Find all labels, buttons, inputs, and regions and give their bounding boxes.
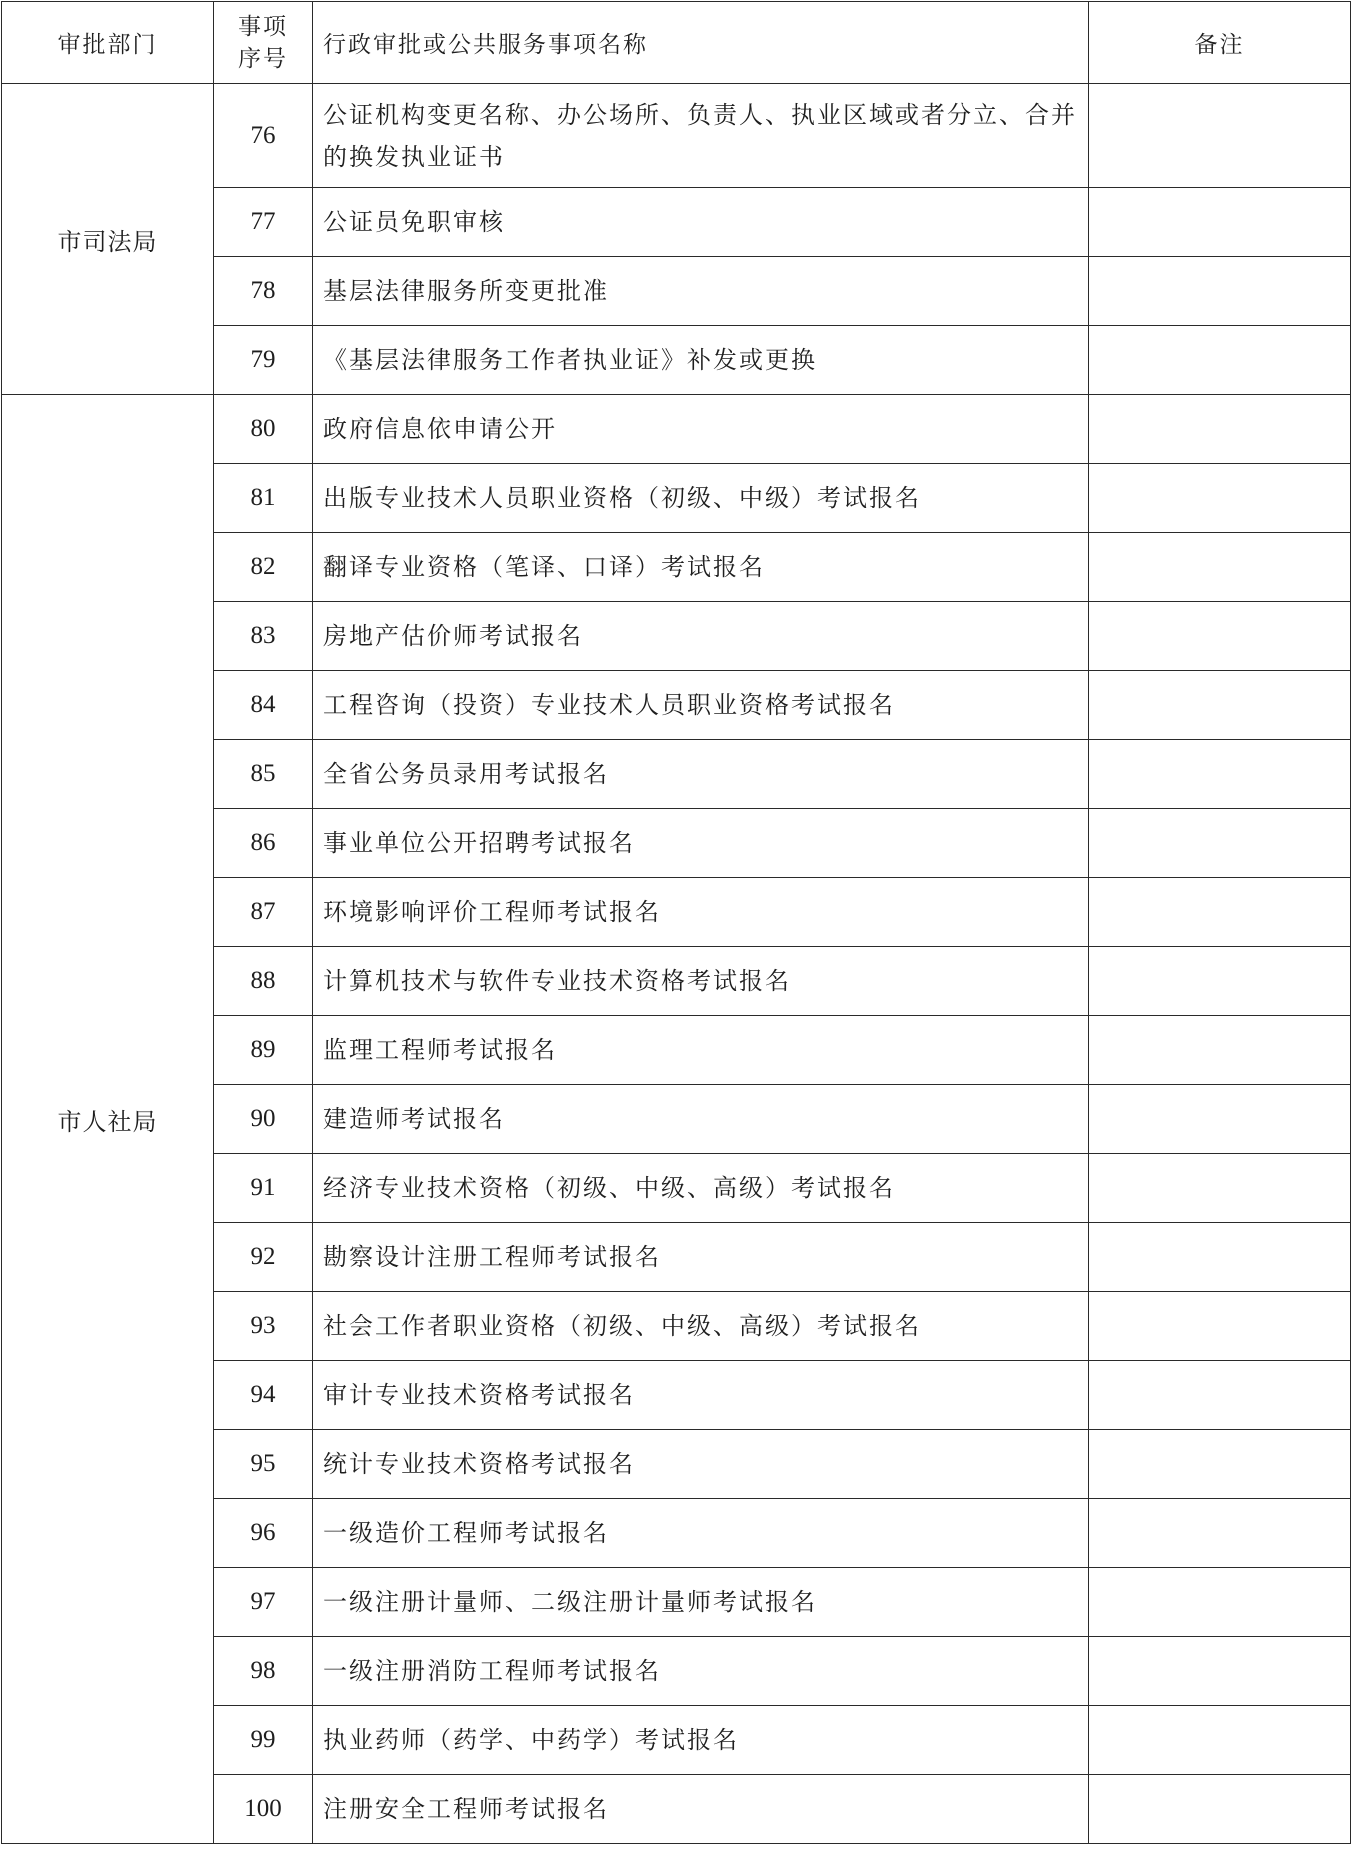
header-seq-line2: 序号: [238, 45, 288, 72]
seq-cell: 100: [214, 1775, 313, 1844]
table-header: [2, 2, 1351, 84]
item-name-cell: 事业单位公开招聘考试报名: [313, 809, 1089, 878]
header-seq: [214, 2, 313, 84]
header-dept: 审批部门: [2, 2, 214, 84]
note-cell: [1089, 1292, 1351, 1361]
note-cell: [1089, 395, 1351, 464]
note-cell: [1089, 464, 1351, 533]
table-row: [2, 395, 1351, 464]
approval-items-table: [1, 1, 1351, 1844]
note-cell: [1089, 602, 1351, 671]
item-name-cell: 勘察设计注册工程师考试报名: [313, 1223, 1089, 1292]
table-row: [2, 84, 1351, 188]
item-name-cell: 政府信息依申请公开: [313, 395, 1089, 464]
note-cell: [1089, 1775, 1351, 1844]
note-cell: [1089, 257, 1351, 326]
seq-cell: 81: [214, 464, 313, 533]
note-cell: [1089, 1361, 1351, 1430]
item-name-cell: 计算机技术与软件专业技术资格考试报名: [313, 947, 1089, 1016]
item-name-cell: 工程咨询（投资）专业技术人员职业资格考试报名: [313, 671, 1089, 740]
seq-cell: 89: [214, 1016, 313, 1085]
note-cell: [1089, 1568, 1351, 1637]
note-cell: [1089, 1085, 1351, 1154]
seq-cell: 99: [214, 1706, 313, 1775]
seq-cell: 79: [214, 326, 313, 395]
note-cell: [1089, 188, 1351, 257]
item-name-cell: 经济专业技术资格（初级、中级、高级）考试报名: [313, 1154, 1089, 1223]
seq-cell: 76: [214, 84, 313, 188]
item-name-cell: 审计专业技术资格考试报名: [313, 1361, 1089, 1430]
seq-cell: 95: [214, 1430, 313, 1499]
note-cell: [1089, 947, 1351, 1016]
item-name-cell: 执业药师（药学、中药学）考试报名: [313, 1706, 1089, 1775]
seq-cell: 90: [214, 1085, 313, 1154]
header-name: 行政审批或公共服务事项名称: [313, 2, 1089, 84]
seq-cell: 92: [214, 1223, 313, 1292]
note-cell: [1089, 1499, 1351, 1568]
note-cell: [1089, 1430, 1351, 1499]
item-name-cell: 建造师考试报名: [313, 1085, 1089, 1154]
item-name-cell: 基层法律服务所变更批准: [313, 257, 1089, 326]
note-cell: [1089, 1223, 1351, 1292]
note-cell: [1089, 878, 1351, 947]
item-name-cell: 公证机构变更名称、办公场所、负责人、执业区域或者分立、合并的换发执业证书: [313, 84, 1089, 188]
seq-cell: 77: [214, 188, 313, 257]
seq-cell: 87: [214, 878, 313, 947]
seq-cell: 80: [214, 395, 313, 464]
item-name-cell: 全省公务员录用考试报名: [313, 740, 1089, 809]
item-name-cell: 一级注册消防工程师考试报名: [313, 1637, 1089, 1706]
item-name-cell: 环境影响评价工程师考试报名: [313, 878, 1089, 947]
item-name-cell: 注册安全工程师考试报名: [313, 1775, 1089, 1844]
seq-cell: 78: [214, 257, 313, 326]
item-name-cell: 统计专业技术资格考试报名: [313, 1430, 1089, 1499]
item-name-cell: 公证员免职审核: [313, 188, 1089, 257]
seq-cell: 85: [214, 740, 313, 809]
seq-cell: 86: [214, 809, 313, 878]
note-cell: [1089, 1637, 1351, 1706]
header-row: [2, 2, 1351, 84]
note-cell: [1089, 533, 1351, 602]
note-cell: [1089, 1154, 1351, 1223]
item-name-cell: 房地产估价师考试报名: [313, 602, 1089, 671]
item-name-cell: 一级造价工程师考试报名: [313, 1499, 1089, 1568]
item-name-cell: 一级注册计量师、二级注册计量师考试报名: [313, 1568, 1089, 1637]
table-body: [2, 84, 1351, 1844]
seq-cell: 88: [214, 947, 313, 1016]
seq-cell: 98: [214, 1637, 313, 1706]
seq-cell: 84: [214, 671, 313, 740]
item-name-cell: 监理工程师考试报名: [313, 1016, 1089, 1085]
header-seq-line1: 事项: [238, 13, 288, 40]
seq-cell: 94: [214, 1361, 313, 1430]
dept-cell: 市司法局: [2, 84, 214, 395]
seq-cell: 91: [214, 1154, 313, 1223]
item-name-cell: 翻译专业资格（笔译、口译）考试报名: [313, 533, 1089, 602]
note-cell: [1089, 1706, 1351, 1775]
seq-cell: 97: [214, 1568, 313, 1637]
note-cell: [1089, 326, 1351, 395]
seq-cell: 82: [214, 533, 313, 602]
item-name-cell: 出版专业技术人员职业资格（初级、中级）考试报名: [313, 464, 1089, 533]
seq-cell: 83: [214, 602, 313, 671]
item-name-cell: 《基层法律服务工作者执业证》补发或更换: [313, 326, 1089, 395]
seq-cell: 93: [214, 1292, 313, 1361]
note-cell: [1089, 809, 1351, 878]
item-name-cell: 社会工作者职业资格（初级、中级、高级）考试报名: [313, 1292, 1089, 1361]
note-cell: [1089, 671, 1351, 740]
note-cell: [1089, 84, 1351, 188]
note-cell: [1089, 1016, 1351, 1085]
dept-cell: 市人社局: [2, 395, 214, 1844]
note-cell: [1089, 740, 1351, 809]
seq-cell: 96: [214, 1499, 313, 1568]
header-note: 备注: [1089, 2, 1351, 84]
